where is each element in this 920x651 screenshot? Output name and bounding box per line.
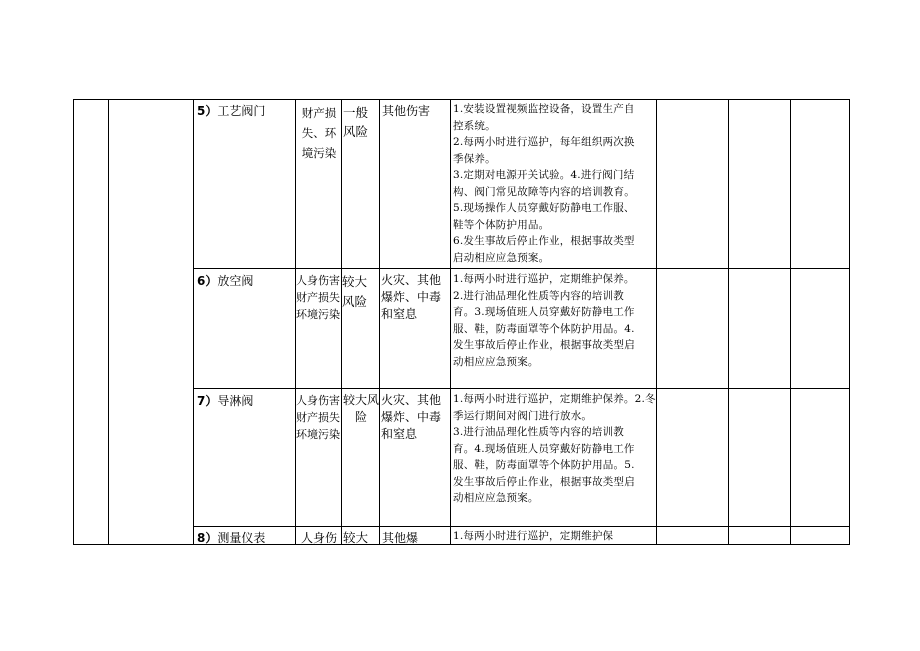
item-name: 测量仪表 [217,531,266,544]
measure-line: 动相应应急预案。 [453,492,539,504]
measure-line: 2.进行油品理化性质等内容的培训教 [453,289,624,302]
control-measures-cell [453,391,656,526]
consequence-line: 人身伤害 [296,394,340,407]
col-line [193,99,194,545]
item-name: 导淋阀 [217,394,254,408]
col-line [656,99,657,545]
row-line [193,268,849,269]
table-bottom-border [73,544,849,545]
risk-level-line: 较大 [342,274,368,289]
item-name: 工艺阀门 [217,104,266,118]
measure-line: 服、鞋，防毒面罩等个体防护用品。5. [453,459,635,471]
measure-line: 发生事故后停止作业，根据事故类型启 [453,339,635,351]
measure-line: 3.定期对电源开关试验。4.进行阀门结 [453,169,635,181]
item-label [197,393,293,409]
item-number: 7） [197,394,218,408]
risk-level-line: 较大风 [342,393,379,407]
consequence-cell [296,392,342,443]
item-number: 5） [197,104,218,118]
control-measures-cell [453,528,656,544]
accident-type-line: 其他爆 [382,531,419,544]
item-label [197,273,293,289]
item-number: 8） [197,531,218,544]
risk-level-line: 一般 [343,105,369,120]
consequence-line: 人身伤害 [296,274,340,287]
consequence-line: 环境污染 [296,428,340,441]
measure-line: 季运行期间对阀门进行放水。 [453,409,593,422]
table-top-border [73,99,849,100]
risk-level-line: 风险 [342,294,368,309]
consequence-line: 财产损 [301,106,337,120]
measure-line: 控系统。 [453,119,496,132]
measure-line: 启动相应应急预案。 [453,251,550,264]
measure-line: 1.每两小时进行巡护，定期维护保养。2.冬 [453,393,656,405]
col-line [728,99,729,545]
measure-line: 构、阀门常见故障等内容的培训教育。 [453,185,635,198]
consequence-line: 人身伤 [300,531,337,544]
accident-type-cell [381,392,450,443]
consequence-line: 财产损失 [296,411,340,424]
item-label [197,103,293,119]
measure-line: 1.每两小时进行巡护，定期维护保养。 [453,273,635,285]
risk-level-line: 险 [354,410,367,424]
row-line [193,526,849,527]
risk-level-cell [343,103,379,141]
row-line [193,388,849,389]
control-measures-cell [453,271,656,388]
risk-level-cell [342,392,380,426]
measure-line: 育。3.现场值班人员穿戴好防静电工作 [453,306,635,318]
measure-line: 发生事故后停止作业，根据事故类型启 [453,475,635,488]
measure-line: 鞋等个体防护用品。 [453,218,550,231]
accident-type-line: 和窒息 [381,427,418,441]
consequence-cell [298,103,340,163]
measure-line: 季保养。 [453,152,496,165]
item-name: 放空阀 [217,274,254,288]
consequence-line: 失、环 [301,126,337,140]
col-line [450,99,451,545]
risk-level-cell [343,530,379,544]
col-line [379,99,380,545]
col-line [849,99,850,545]
item-label [197,530,293,544]
consequence-line: 环境污染 [296,308,340,321]
measure-line: 2.每两小时进行巡护，每年组织两次换 [453,136,635,148]
accident-type-line: 爆炸、中毒 [381,290,442,304]
risk-table [73,99,849,545]
control-measures-cell [453,101,656,268]
risk-level-cell [342,272,379,312]
accident-type-cell [382,103,450,119]
accident-type-cell [382,530,450,544]
measure-line: 服、鞋，防毒面罩等个体防护用品。4. [453,322,635,335]
measure-line: 3.进行油品理化性质等内容的培训教 [453,426,624,438]
consequence-cell [298,530,340,544]
measure-line: 育。4.现场值班人员穿戴好防静电工作 [453,442,635,455]
consequence-cell [296,272,342,323]
measure-line: 动相应应急预案。 [453,355,539,368]
accident-type-line: 火灾、其他 [381,393,442,407]
accident-type-line: 其他伤害 [382,104,431,118]
measure-line: 5.现场操作人员穿戴好防静电工作服、 [453,202,635,214]
measure-line: 1.每两小时进行巡护，定期维护保 [453,530,614,542]
risk-level-line: 较大 [343,530,369,544]
consequence-line: 财产损失 [296,291,340,304]
item-number: 6） [197,274,218,288]
accident-type-line: 火灾、其他 [381,273,442,287]
measure-line: 1.安装设置视频监控设备，设置生产自 [453,103,635,115]
accident-type-line: 爆炸、中毒 [381,410,442,424]
col-line [73,99,74,545]
measure-line: 6.发生事故后停止作业，根据事故类型 [453,235,635,247]
accident-type-cell [381,272,450,323]
risk-level-line: 风险 [343,124,369,139]
consequence-line: 境污染 [301,146,337,160]
col-line [790,99,791,545]
col-line [108,99,109,545]
accident-type-line: 和窒息 [381,307,418,321]
